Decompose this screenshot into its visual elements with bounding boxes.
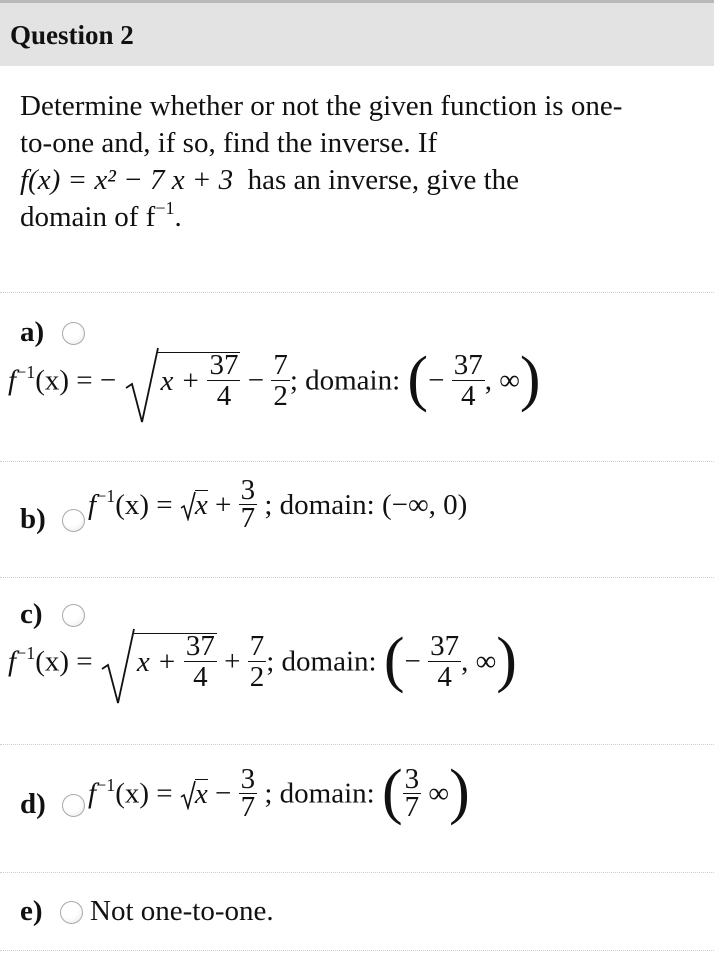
option-a-label: a) [20,316,45,348]
option-c-radicand-num: 37 [185,630,215,662]
option-d-sqrt-arg: x [194,777,208,810]
option-d-label: d) [20,788,46,820]
prompt-line-4 [20,199,182,239]
option-b-sup: −1 [96,486,116,507]
option-b-radio[interactable] [62,509,85,532]
prompt-line-3-tail: has an inverse, give the [247,164,520,196]
option-d-sqrt [180,778,208,811]
option-a-formula [8,345,541,414]
divider [0,744,714,745]
option-a-frac-den: 2 [273,379,288,412]
option-a-domain-den: 4 [452,380,485,411]
divider [0,292,714,293]
option-b-domain: ; domain: (−∞, 0) [264,489,468,522]
prompt-line-4-text: domain of f [20,201,156,233]
option-d-domain-label: ; domain: [264,777,375,810]
option-a-radicand-x: x + [160,365,201,398]
option-a-radicand-den: 4 [207,380,240,411]
option-d-op: − [215,777,232,810]
option-c-domain-inf: , ∞ [461,645,497,678]
prompt-line-4-end: . [174,201,182,233]
function-expression: f(x) = x² − 7 x + 3 [20,164,234,196]
option-c-label: c) [20,598,43,630]
option-d-domain-den: 7 [404,790,420,823]
option-b-arg: (x) = [115,489,173,522]
option-c-radicand-den: 4 [184,661,217,692]
option-c-f: f [8,645,17,678]
option-e-text: Not one-to-one. [90,895,274,927]
option-a-arg: (x) = − [35,364,117,397]
option-b-label: b) [20,503,46,535]
option-a-domain-label: ; domain: [289,364,401,397]
option-d-domain-num: 3 [404,762,420,795]
option-b-frac-den: 7 [240,502,256,534]
divider [0,872,714,873]
option-c-left-paren: ( [383,626,405,694]
option-c-op: + [224,645,241,678]
option-b-f: f [88,489,97,522]
option-c-frac-den: 2 [249,660,265,693]
option-a-radicand-num: 37 [209,349,239,381]
prompt-line-2: to-one and, if so, find the inverse. If [20,127,438,159]
option-d-formula [88,758,470,827]
radical-sign-icon [124,346,160,426]
option-d-domain-inf: ∞ [428,777,450,810]
option-a-frac-num: 7 [273,348,288,381]
option-e-radio[interactable] [60,901,83,924]
option-b-sqrt-arg: x [194,489,208,522]
option-c-domain-den: 4 [428,661,461,692]
option-d-radio[interactable] [62,794,85,817]
option-a-domain-inf: , ∞ [484,364,520,397]
question-title: Question 2 [10,20,134,50]
option-d-f: f [88,777,97,810]
option-d-frac-den: 7 [240,790,256,823]
option-c-formula [8,626,517,695]
option-d-right-paren: ) [449,758,470,826]
option-a-sup: −1 [16,361,36,382]
divider [0,577,714,578]
option-c-frac-num: 7 [249,629,265,662]
option-a-sqrt [124,349,241,414]
option-b-sqrt [180,489,208,522]
option-c-radio[interactable] [62,604,85,627]
option-d-frac-num: 3 [240,762,256,795]
option-a-domain-num: 37 [453,348,483,381]
option-d-arg: (x) = [115,777,173,810]
option-c-radicand-x: x + [136,646,177,679]
option-c-arg: (x) = [35,645,93,678]
divider [0,950,714,951]
option-a-f: f [8,364,17,397]
question-header [0,0,714,66]
option-b-op: + [215,489,232,522]
option-a-op: − [247,364,265,397]
option-c-right-paren: ) [496,626,517,694]
prompt-line-3 [20,162,519,199]
prompt-line-4-sup: −1 [155,198,175,218]
option-c-domain-neg: − [404,645,421,678]
option-b-frac-num: 3 [240,474,256,506]
radical-sign-icon [100,627,136,707]
radical-sign-icon [180,780,196,810]
option-d-left-paren: ( [381,758,403,826]
option-a-domain-neg: − [428,364,445,397]
option-a-left-paren: ( [407,345,429,413]
option-c-sqrt [100,630,217,695]
option-a-radio[interactable] [62,322,85,345]
option-d-sup: −1 [96,774,116,795]
option-c-domain-label: ; domain: [266,645,377,678]
option-e-label: e) [20,895,43,927]
option-c-domain-num: 37 [430,629,460,662]
radical-sign-icon [180,491,196,521]
option-a-right-paren: ) [519,345,541,413]
divider [0,461,714,462]
option-b-formula [88,474,468,535]
prompt-line-1: Determine whether or not the given function is one- [20,90,623,122]
option-c-sup: −1 [16,642,36,663]
